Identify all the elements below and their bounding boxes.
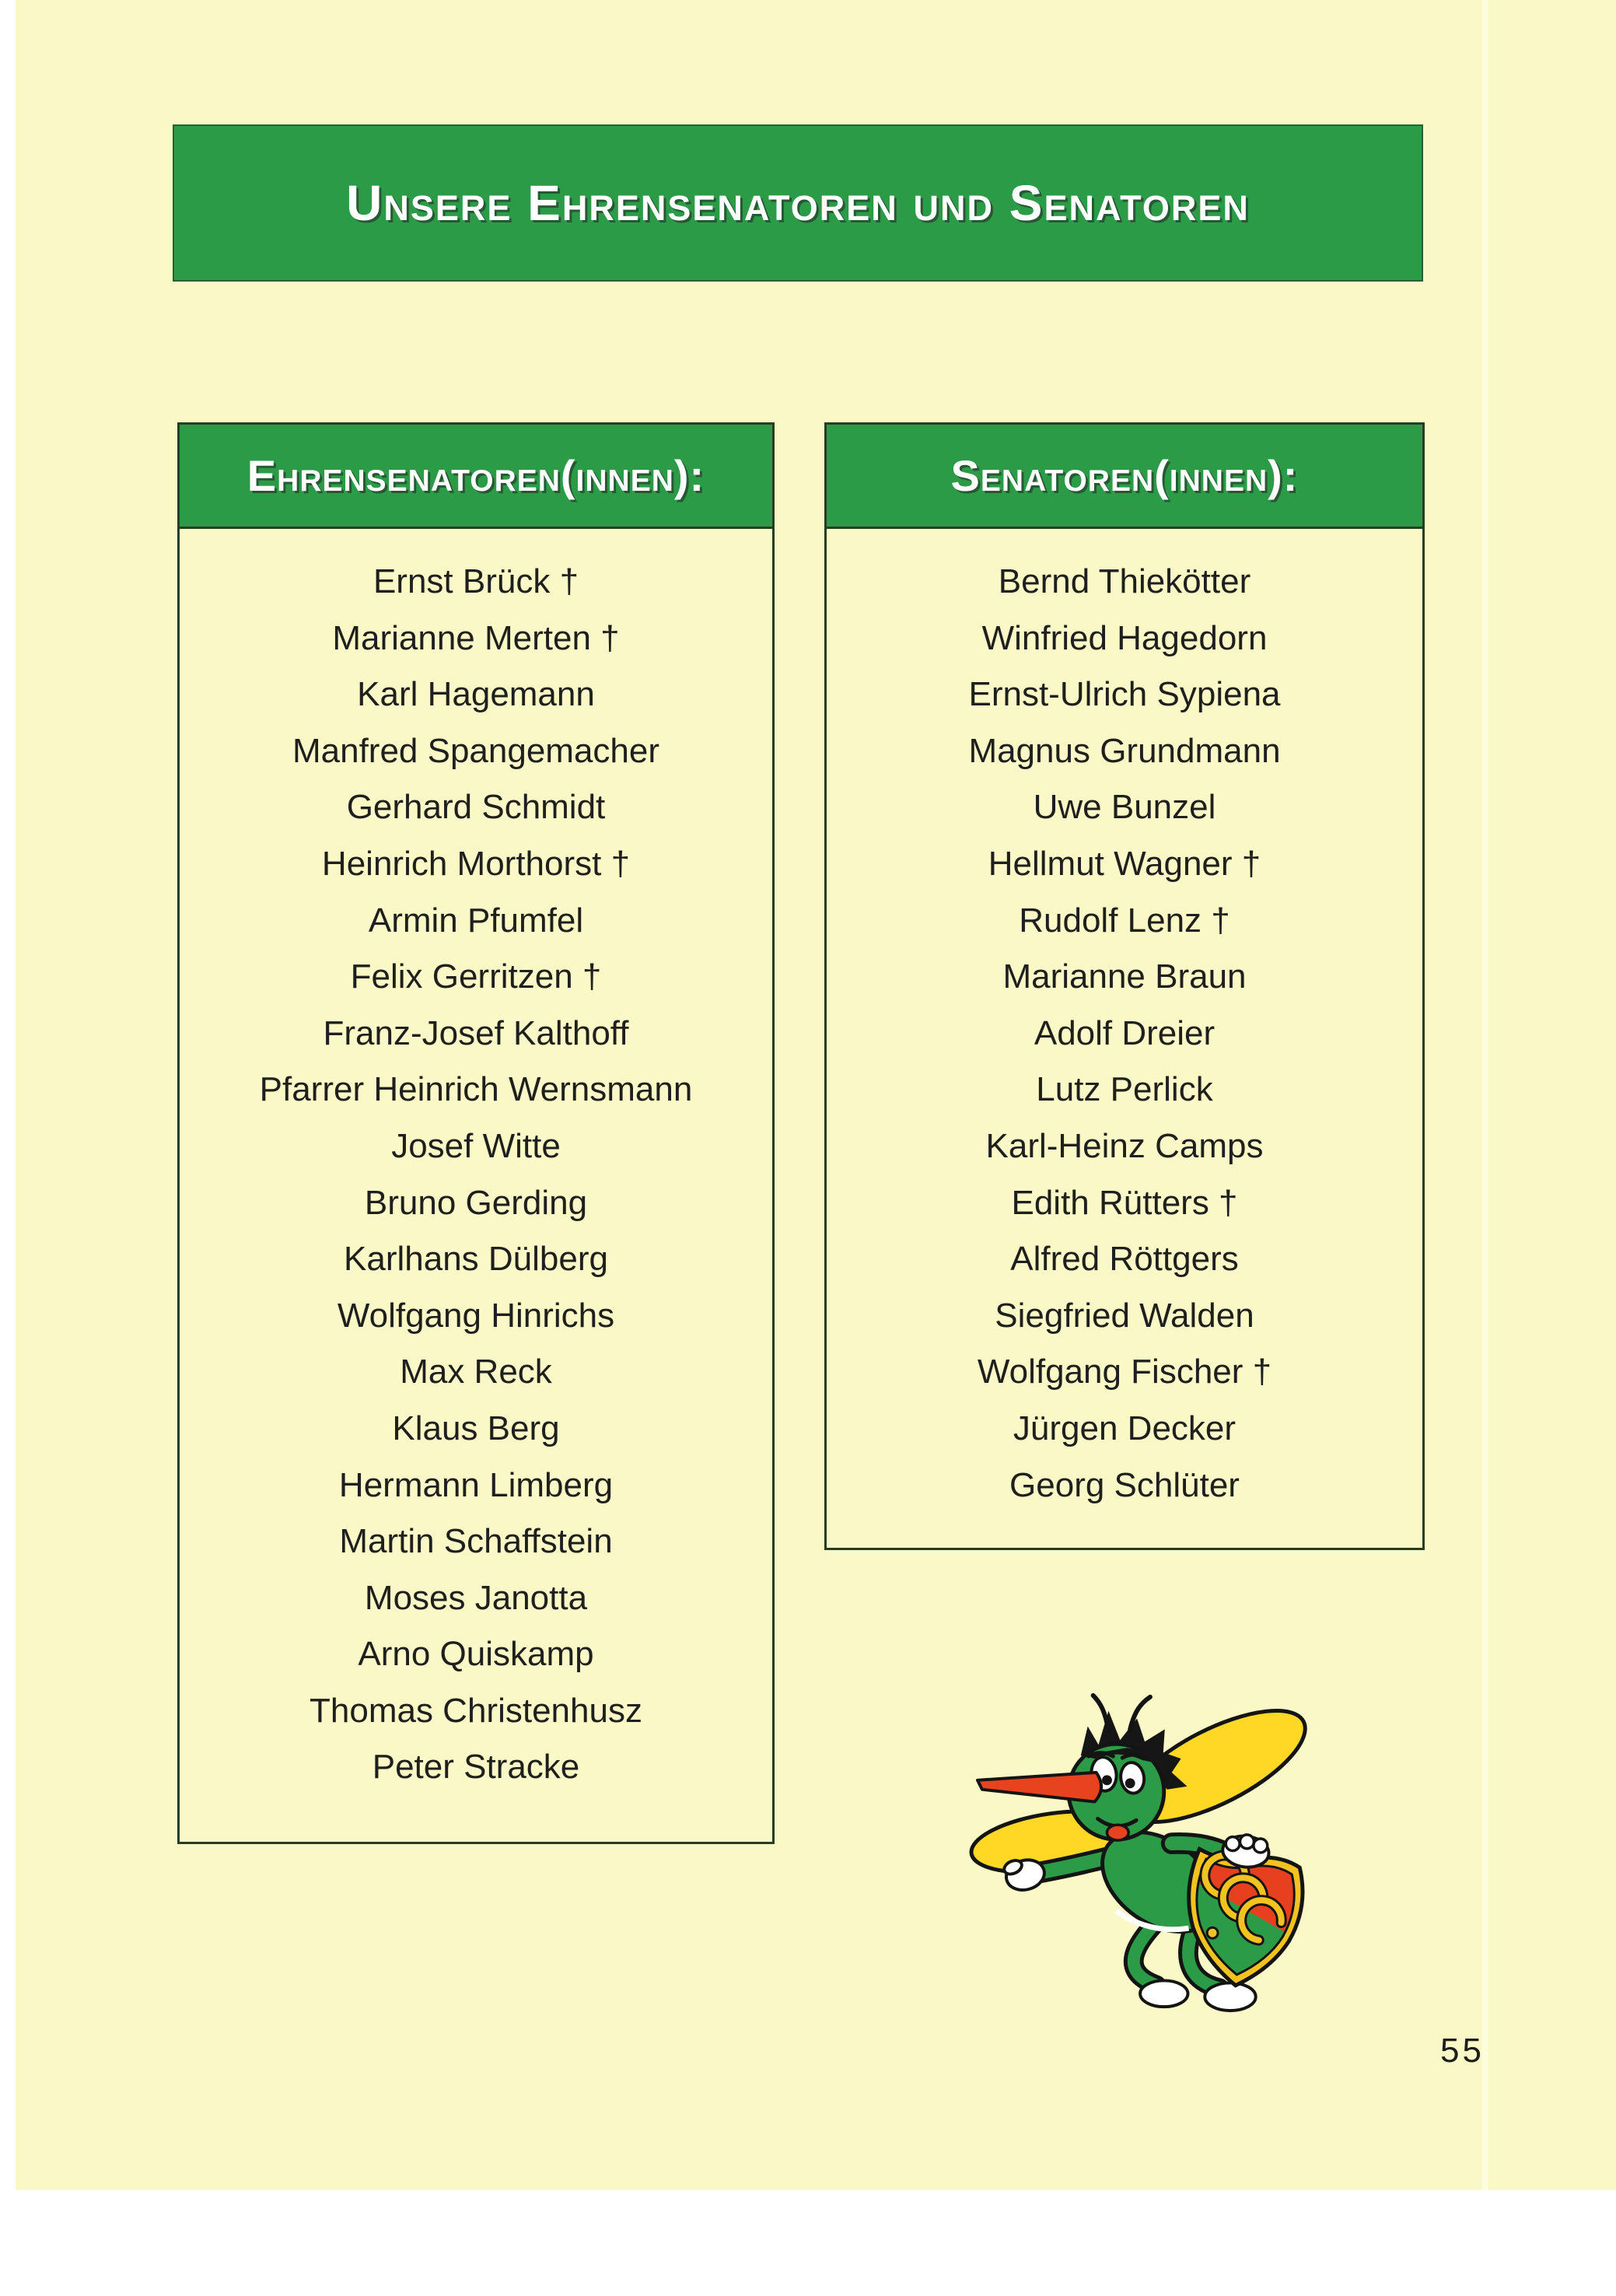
senatoren-header-label: Senatoren(innen):	[950, 451, 1299, 500]
page-title-banner	[173, 124, 1423, 282]
list-item: Wolfgang Hinrichs	[337, 1296, 615, 1335]
list-item: Arno Quiskamp	[358, 1635, 594, 1674]
ehrensenatoren-header	[180, 425, 772, 529]
list-item: Peter Stracke	[372, 1748, 580, 1787]
list-item: Gerhard Schmidt	[346, 788, 606, 827]
list-item: Winfried Hagedorn	[981, 618, 1268, 657]
list-item: Jürgen Decker	[1013, 1409, 1236, 1447]
list-item: Josef Witte	[391, 1126, 561, 1165]
list-item: Ernst Brück †	[373, 562, 579, 600]
ehrensenatoren-name-list	[180, 529, 772, 1796]
senatoren-name-list	[827, 529, 1422, 1514]
scanned-page	[16, 0, 1616, 2190]
list-item: Lutz Perlick	[1036, 1070, 1213, 1109]
mascot-nose	[978, 1773, 1101, 1802]
senatoren-header	[827, 425, 1422, 529]
ehrensenatoren-header-label: Ehrensenatoren(innen):	[247, 451, 705, 500]
list-item: Marianne Braun	[1002, 957, 1247, 996]
list-item: Wolfgang Fischer †	[977, 1353, 1272, 1391]
list-item: Adolf Dreier	[1034, 1013, 1215, 1052]
list-item: Moses Janotta	[364, 1578, 588, 1617]
list-item: Karlhans Dülberg	[344, 1240, 608, 1279]
page-fold-line	[1482, 0, 1488, 2190]
list-item: Manfred Spangemacher	[292, 731, 660, 770]
list-item: Georg Schlüter	[1009, 1465, 1240, 1504]
list-item: Hellmut Wagner †	[988, 844, 1261, 883]
list-item: Siegfried Walden	[995, 1296, 1254, 1335]
list-item: Bernd Thiekötter	[998, 562, 1251, 600]
list-item: Max Reck	[400, 1353, 552, 1391]
list-item: Marianne Merten †	[332, 618, 620, 657]
list-item: Karl-Heinz Camps	[985, 1126, 1264, 1165]
list-item: Heinrich Morthorst †	[321, 844, 631, 883]
list-item: Karl Hagemann	[357, 675, 595, 714]
list-item: Rudolf Lenz †	[1019, 901, 1230, 940]
page-number: 55	[1440, 2032, 1485, 2070]
list-item: Uwe Bunzel	[1033, 788, 1216, 827]
list-item: Alfred Röttgers	[1010, 1240, 1239, 1279]
senatoren-column	[824, 422, 1425, 1550]
list-item: Felix Gerritzen †	[350, 957, 602, 996]
list-item: Hermann Limberg	[338, 1465, 614, 1504]
list-item: Klaus Berg	[392, 1409, 560, 1447]
list-item: Martin Schaffstein	[339, 1522, 613, 1561]
list-item: Thomas Christenhusz	[310, 1691, 642, 1730]
list-item: Franz-Josef Kalthoff	[323, 1013, 629, 1052]
list-item: Armin Pfumfel	[368, 901, 584, 940]
page-title: Unsere Ehrensenatoren und Senatoren	[346, 175, 1250, 231]
ehrensenatoren-column	[177, 422, 775, 1844]
club-mascot-illustration	[960, 1680, 1332, 2019]
list-item: Pfarrer Heinrich Wernsmann	[259, 1070, 693, 1109]
list-item: Edith Rütters †	[1011, 1183, 1238, 1222]
mascot-head	[978, 1696, 1188, 1840]
list-item: Ernst-Ulrich Sypiena	[968, 675, 1281, 714]
list-item: Bruno Gerding	[364, 1183, 588, 1222]
list-item: Magnus Grundmann	[968, 731, 1281, 770]
